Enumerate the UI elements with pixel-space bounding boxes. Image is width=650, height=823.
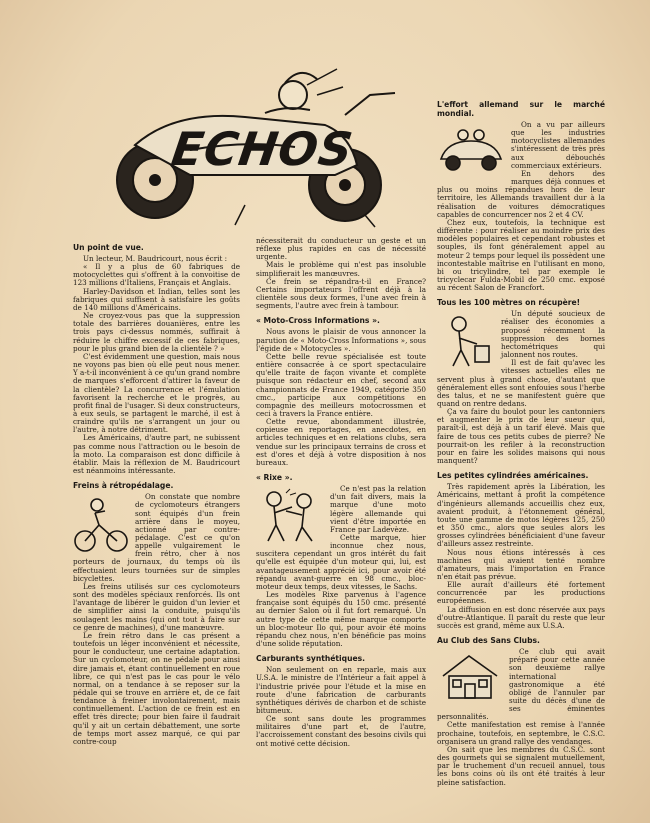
paragraph: Un lecteur, M. Baudricourt, nous écrit :	[83, 254, 228, 263]
paragraph: Cette manifestation est remise à l'année prochaine, toutefois, en septembre, le C.S.C. organisera un grand rallye des vendanges.	[437, 720, 605, 746]
paragraph: Chez eux, toutefois, la technique est différente : pour réaliser au moindre prix des modèles populaires et cependant robustes et souples, ils font généralement appel au moteur 2 temps pour lequel ils possèdent une incontestable maîtrise en l'utilisant en mono, bi ou tricylindre, tel par exemple le tricyclecar Fulda-Mobil de 250 cmc. exposé au récent Salon de Francfort.	[437, 217, 605, 293]
paragraph: Ce n'est pas la relation d'un fait divers, mais la marque d'une moto légère allemande qui vient d'être importée en France par Ladevèze.	[330, 484, 426, 534]
paragraph: Nous nous étions intéressés à ces machines qui avaient tenté nombre d'amateurs, mais l'importation en France n'en était pas prévue.	[437, 547, 605, 581]
paragraph: Ce sont sans doute les programmes militaires d'une part et, de l'autre, l'accroissement constant des besoins civils qui ont motivé cette décision.	[256, 714, 426, 748]
roadworker-illustration	[437, 312, 495, 370]
heading-club-des-sans-clubs: Au Club des Sans Clubs.	[437, 636, 540, 646]
paragraph: En dehors des marques déjà connues et plus ou moins répandues hors de leur territoire, les Allemands travaillent dur à la réalisation de voitures démocratiques capables de concurrencer nos 2 et 4 CV.	[437, 168, 605, 219]
paragraph: Très rapidement après la Libération, les Américains, mettant à profit la compétence d'ingénieurs allemands accueillis chez eux, avaient produit, à l'étonnement général, toute une gamme de motos légères 125, 250 et 350 cmc., alors que seules alors les grosses cylindrées bénéficiaient d'une faveur d'ailleurs assez restreinte.	[437, 482, 605, 549]
paragraph: Ce club qui avait préparé pour cette année son deuxième rallye international gastronomique a été obligé de l'annuler par suite du décès d'une de ses éminentes personnalités.	[437, 647, 605, 722]
paragraph: Nous avons le plaisir de vous annoncer la parution de « Moto-Cross Informations », sous l'égide de « Motocycles ».	[256, 327, 426, 353]
paragraph: Les modèles Rixe parvenus à l'agence française sont équipés du 150 cmc. présenté au dernier Salon où il fut fort remarqué. Un autre type de cette même marque comporte un bloc-moteur Ilo qui, pour avoir été moins répandu chez nous, n'en bénéficie pas moins d'une solide réputation.	[256, 590, 426, 649]
heading-effort-allemand: L'effort allemand sur le marché mondial.	[437, 100, 605, 118]
paragraph: Mais le problème qui n'est pas insoluble simplifierait les manœuvres.	[256, 260, 426, 278]
paragraph: La diffusion en est donc réservée aux pays d'outre-Atlantique. Il paraît du reste que leur succès est grand, même aux U.S.A.	[437, 604, 605, 630]
heading-carburants-synthetiques: Carburants synthétiques.	[256, 654, 366, 664]
banner-title: ECHOS	[168, 122, 357, 176]
heading-rixe: « Rixe ».	[256, 473, 293, 483]
paragraph: C'est évidemment une question, mais nous ne voyons pas bien où elle peut nous mener. Y a-t-il inconvénient à ce qu'un grand nombre de marques s'efforcent d'attirer la faveur de la clientèle? La concurrence et l'émulation favorisent la recherche et le progrès, au profit final de l'usager. Si deux constructeurs, à eux seuls, se partagent le marché, il est à craindre qu'ils ne s'arrangent un jour ou l'autre, à notre détriment.	[73, 351, 240, 435]
heading-tous-les-100-metres: Tous les 100 mètres on récupère!	[437, 298, 581, 308]
paragraph: Ça va faire du boulot pour les cantonniers et augmenter le prix de leur sueur qui, paraît-il, est déjà à un tarif élevé. Mais que faire de tous ces petits cubes de pierre? Ne pourrait-on les refiler à la reconstruction pour en faire les solides maisons qui nous manquent?	[437, 407, 605, 466]
heading-freins-retropedalage: Freins à rétropédalage.	[73, 481, 174, 491]
paragraph: Le frein rétro dans le cas présent a toutefois un léger inconvénient et nécessite, pour le conducteur, une certaine adaptation. Sur un cyclomoteur, on ne pédale pour ainsi dire jamais et, étant continuellement en roue libre, ce qui n'est pas le cas pour le vélo normal, on a tendance à se reposer sur la pédale qui se trouve en arrière et, de ce fait tendance à freiner involontairement, mais continuellement. L'action de ce frein est en effet très directe; pour bien faire il faudrait qu'il y ait un certain débattement, une sorte de temps mort assez marqué, ce qui par contre-coup	[73, 630, 240, 746]
paragraph: Ne croyez-vous pas que la suppression totale des barrières douanières, entre les trois pays ci-dessus nommés, suffirait à réduire le chiffre excessif de ces fabriques, pour le plus grand bien de la clientèle ? »	[73, 311, 240, 353]
paragraph: Cette marque, hier inconnue chez nous, suscitera cependant un gros intérêt du fait qu'elle est équipée d'un moteur qui, lui, est avantageusement apprécié ici, pour avoir été répandu avant-guerre en 98 cmc., bloc-moteur deux temps, deux vitesses, le Sachs.	[256, 533, 426, 591]
paragraph: On constate que nombre de cyclomoteurs étrangers sont équipés d'un frein arrière dans le moyeu, actionné par contre-pédalage. C'est ce qu'on appelle vulgairement le frein rétro, cher à nos porteurs de journaux, du temps où ils effectuaient leurs tournées sur de simples bicyclettes.	[73, 492, 240, 583]
column-3	[437, 100, 605, 787]
heading-un-point-de-vue: Un point de vue.	[73, 243, 144, 252]
paragraph: On sait que les membres du C.S.C. sont des gourmets qui se signalent mutuellement, par le truchement d'un recueil annuel, tous les bons coins où ils ont été traités à leur pleine satisfaction.	[437, 744, 605, 787]
paragraph: Cette belle revue spécialisée est toute entière consacrée à ce sport spectaculaire qu'elle traite de façon vivante et complète puisque son rédacteur en chef, second aux championnats de France 1949, catégorie 350 cmc., participe aux compétitions en compagnie des meilleurs motocrossmen et ceci à travers la France entière.	[256, 351, 426, 418]
paragraph: Harley-Davidson et Indian, telles sont les fabriques qui suffisent à satisfaire les goûts de 140 millions d'Américains.	[73, 286, 240, 312]
paragraph: Les freins utilisés sur ces cyclomoteurs sont des modèles spéciaux renforcés. Ils ont l'avantage de libérer le guidon d'un levier et de simplifier ainsi la conduite, puisqu'ils soulagent les mains (qui ont tout à faire sur ce genre de machines), d'une manœuvre.	[73, 581, 240, 632]
paragraph: nécessiterait du conducteur un geste et un réflexe plus rapides en cas de nécessité urgente.	[256, 236, 426, 262]
paragraph: Cette revue, abondamment illustrée, copieuse en reportages, en anecdotes, en articles techniques et en relations clubs, sera vendue sur les principaux terrains de cross et est d'ores et déjà à votre disposition à nos bureaux.	[256, 417, 426, 467]
paragraph: Non seulement on en reparle, mais aux U.S.A. le ministre de l'Intérieur a fait appel à l'industrie privée pour l'étude et la mise en route d'une fabrication de carburants synthétiques dérivés de charbon et de schiste bitumeux.	[256, 665, 426, 715]
paragraph: Elle aurait d'ailleurs été fortement concurrencée par les productions européennes.	[437, 580, 605, 606]
heading-petites-cylindrees: Les petites cylindrées américaines.	[437, 471, 589, 481]
paragraph: Ce frein se répandra-t-il en France? Certains importateurs l'offrent déjà à la clientèle sous deux formes, l'une avec frein à segments, l'autre avec frein à tambour.	[256, 276, 426, 311]
heading-moto-cross-informations: « Moto-Cross Informations ».	[256, 316, 380, 326]
paragraph: « Il y a plus de 60 fabriques de motocyclettes qui s'offrent à la convoitise de 123 millions d'Italiens, Français et Anglais.	[73, 262, 240, 288]
column-2	[256, 237, 426, 748]
paragraph: Les Américains, d'autre part, ne subissent pas comme nous l'attraction ou le besoin de la moto. La comparaison est donc difficile à établir. Mais la réflexion de M. Baudricourt est néanmoins intéressante.	[73, 433, 240, 476]
paragraph: Il est de fait qu'avec les vitesses actuelles elles ne servent plus à grand chose, d'autant que généralement elles sont enfouies sous l'herbe des talus, et ne se manifestent guère que quand on rentre dedans.	[437, 358, 605, 408]
car-with-passengers-illustration	[437, 123, 505, 179]
paragraph: On a vu par ailleurs que les industries motocyclistes allemandes s'intéressent de très près aux débouchés commerciaux extérieurs.	[511, 120, 605, 170]
cottage-illustration	[437, 650, 503, 704]
cyclist-cartoon-illustration	[73, 495, 129, 555]
column-1	[73, 237, 240, 746]
paragraph: Un député soucieux de réaliser des économies a proposé récemment la suppression des bornes hectométriques qui jalonnent nos routes.	[501, 309, 605, 360]
fighting-figures-illustration	[256, 487, 324, 543]
